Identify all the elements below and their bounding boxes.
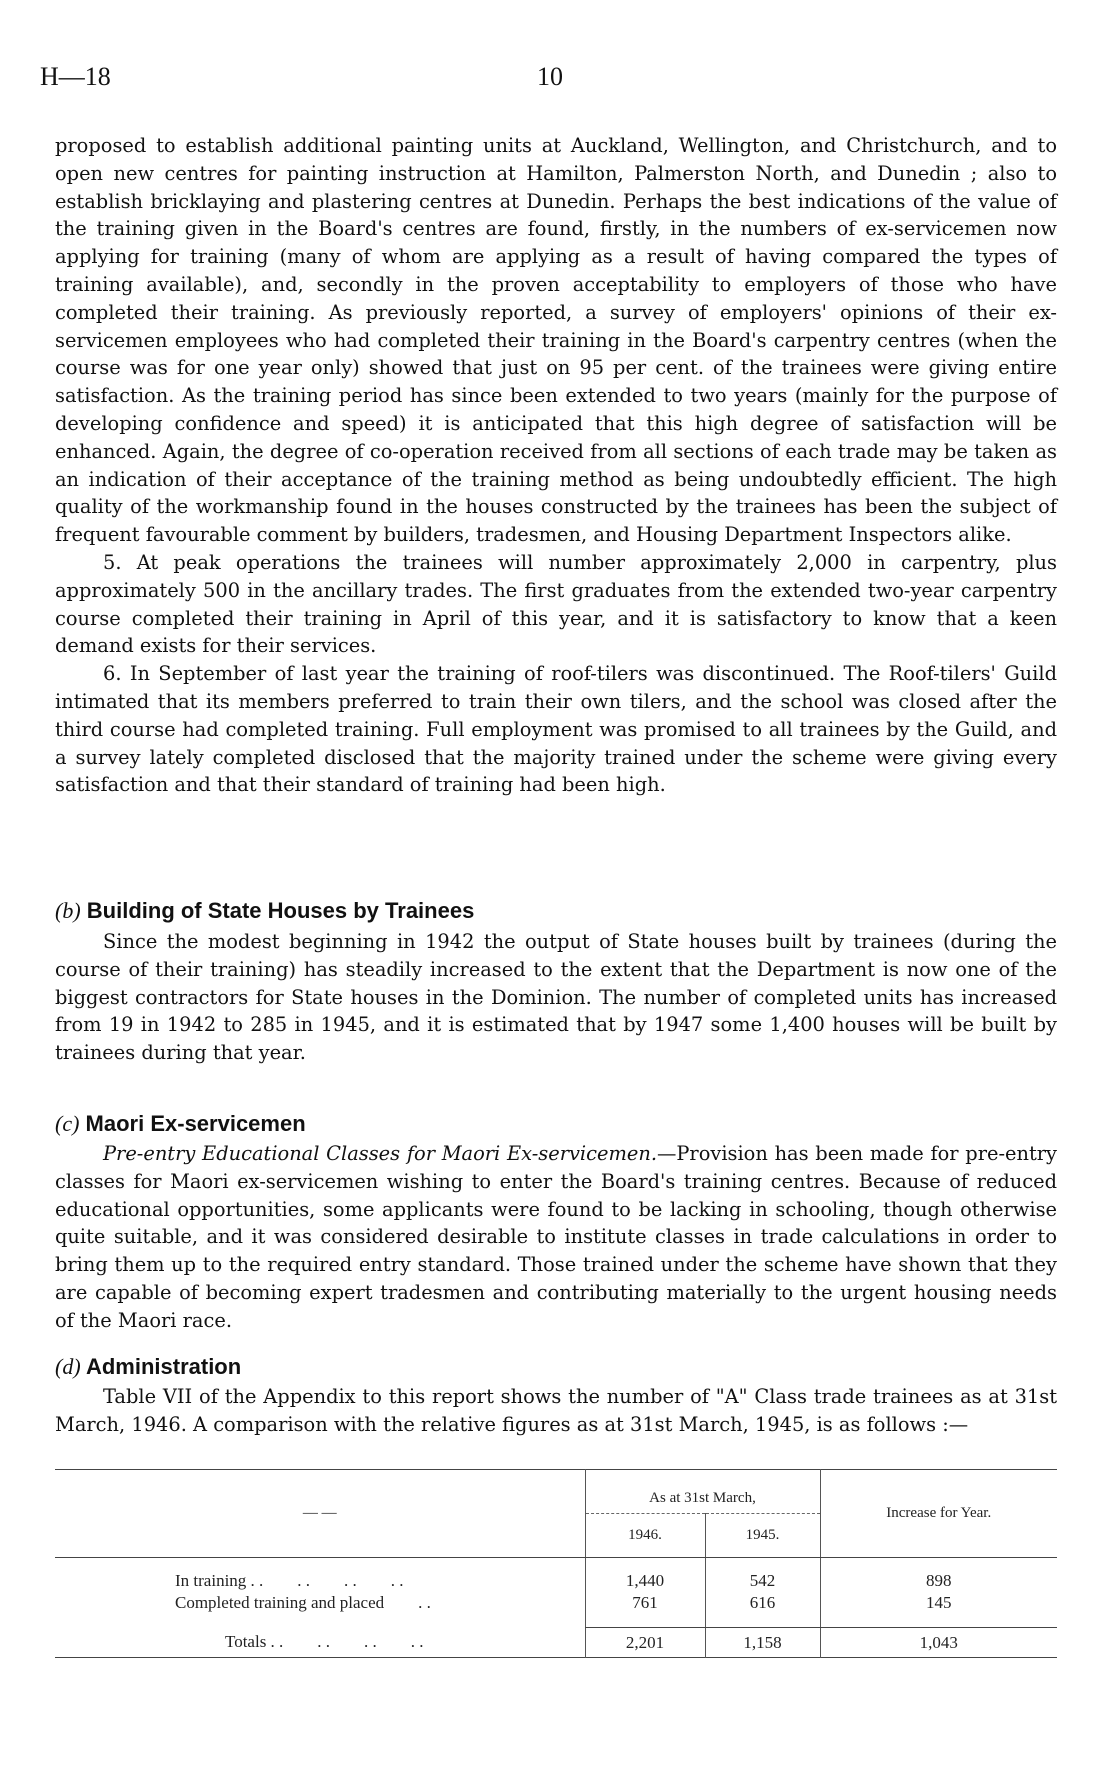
total-1946: 2,201 <box>585 1628 705 1658</box>
row-label: Completed training and placed . . <box>175 1592 431 1612</box>
document-reference: H—18 <box>40 62 111 91</box>
total-increase: 1,043 <box>820 1628 1057 1658</box>
paragraph-5: 5. At peak operations the trainees will number approximately 2,000 in carpentry, plus approximately 500 in the ancillary trades. The first graduates from the extended two-year carpentry course completed their training in April of this year, and it is satisfactory to know that a keen demand exists for their services. <box>55 550 1057 658</box>
paragraph: Since the modest beginning in 1942 the output of State houses built by trainees (during the course of their training) has steadily increased to the extent that the Department is now one of the biggest contractors for State houses in the Dominion. The number of completed units has increased from 19 in 1942 to 285 in 1945, and it is estimated that by 1947 some 1,400 houses will be built by trainees during that year. <box>55 930 1057 1065</box>
section-b-body <box>55 928 1057 1067</box>
cell-1945: 616 <box>705 1592 820 1614</box>
section-letter: (c) <box>55 1111 80 1136</box>
paragraph-text: —Provision has been made for pre-entry classes for Maori ex-servicemen wishing to enter the Board's training centres. Because of reduced educational opportunities, some applicants were found to be lacking in schooling, though otherwise quite suitable, and it was considered desirable to institute classes in trade calculations in order to bring them up to the required entry standard. Those trained under the scheme have shown that they are capable of becoming expert tradesmen and contributing materially to the urgent housing needs of the Maori race. <box>55 1142 1057 1332</box>
table-corner: — — <box>55 1470 585 1558</box>
totals-label: Totals . . . . . . . . <box>225 1632 424 1652</box>
paragraph: Table VII of the Appendix to this report shows the number of "A" Class trade trainees as at 31st March, 1946. A comparison with the relative figures as at 31st March, 1945, is as follows :— <box>55 1385 1057 1436</box>
paragraph: proposed to establish additional painting units at Auckland, Wellington, and Christchurch, and to open new centres for painting instruction at Hamilton, Palmerston North, and Dunedin ; also to establish bricklaying and plastering centres at Dunedin. Perhaps the best indications of the value of the training given in the Board's centres are found, firstly, in the numbers of ex-servicemen now applying for training (many of whom are applying as a result of having compared the types of training available), and, secondly in the proven acceptability to employers of those who have completed their training. As previously reported, a survey of employers' opinions of their ex-servicemen employees who had completed their training in the Board's carpentry centres (when the course was for one year only) showed that just on 95 per cent. of the trainees were giving entire satisfaction. As the training period has since been extended to two years (mainly for the purpose of developing confidence and speed) it is anticipated that this high degree of satisfaction will be enhanced. Again, the degree of co-operation received from all sections of each trade may be taken as an indication of their acceptance of the training method as being undoubtedly efficient. The high quality of the workmanship found in the houses constructed by the trainees has been the subject of frequent favourable comment by builders, tradesmen, and Housing Department Inspectors alike. <box>55 134 1057 547</box>
table-row <box>55 1570 1057 1592</box>
italic-lead: Pre-entry Educational Classes for Maori Ex-servicemen. <box>103 1142 657 1165</box>
cell-1945: 542 <box>705 1570 820 1592</box>
section-c-body <box>55 1140 1057 1335</box>
section-title: Building of State Houses by Trainees <box>86 898 475 923</box>
table-totals-row <box>55 1628 1057 1658</box>
cell-1946: 761 <box>585 1592 705 1614</box>
section-a-body <box>55 132 1057 799</box>
table-header-1946: 1946. <box>585 1514 705 1558</box>
cell-1946: 1,440 <box>585 1570 705 1592</box>
total-1945: 1,158 <box>705 1628 820 1658</box>
paragraph-6: 6. In September of last year the training of roof-tilers was discontinued. The Roof-tilers' Guild intimated that its members preferred to train their own tilers, and the school was closed after the third course had completed training. Full employment was promised to all trainees by the Guild, and a survey lately completed disclosed that the majority trained under the scheme were giving every satisfaction and that their standard of training had been high. <box>55 662 1057 797</box>
paragraph <box>55 1140 1057 1335</box>
section-d-body <box>55 1383 1057 1439</box>
table-row <box>55 1592 1057 1614</box>
section-letter: (b) <box>55 898 81 923</box>
section-letter: (d) <box>55 1354 81 1379</box>
row-label: In training . . . . . . . . <box>175 1570 404 1590</box>
section-title: Administration <box>85 1354 242 1379</box>
section-title: Maori Ex-servicemen <box>85 1111 306 1136</box>
table-group-header: As at 31st March, <box>585 1470 820 1514</box>
cell-increase: 898 <box>820 1570 1057 1592</box>
section-heading-c <box>55 1111 306 1137</box>
page-number: 10 <box>537 62 563 91</box>
table-header-1945: 1945. <box>705 1514 820 1558</box>
table-header-increase: Increase for Year. <box>820 1470 1057 1558</box>
cell-increase: 145 <box>820 1592 1057 1614</box>
comparison-table <box>55 1469 1057 1658</box>
section-heading-b <box>55 898 474 924</box>
section-heading-d <box>55 1354 241 1380</box>
